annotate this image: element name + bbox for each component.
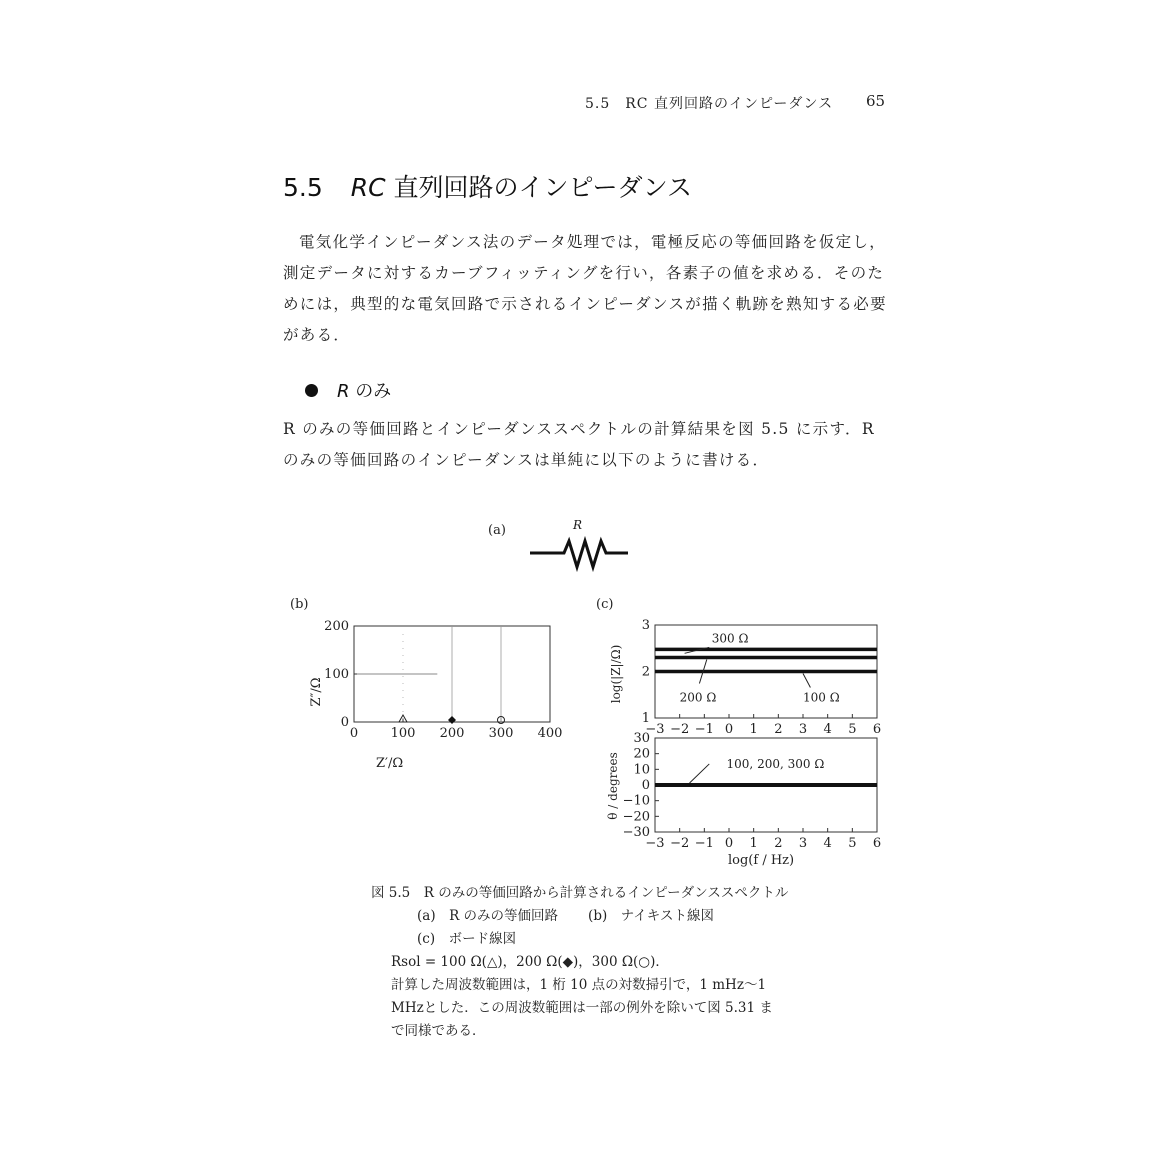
annotation-leader — [803, 674, 810, 688]
intro-line: 測定データに対するカーブフィッティングを行い，各素子の値を求める．そのた — [283, 264, 885, 282]
y-tick-label: 20 — [633, 746, 650, 762]
y-tick-label: 0 — [340, 715, 349, 730]
caption-note: MHzとした．この周波数範囲は一部の例外を除いて図 5.31 ま — [391, 1000, 773, 1016]
bullet-icon — [305, 384, 318, 397]
x-tick-label: 1 — [749, 722, 758, 737]
series-label: 300 Ω — [711, 631, 749, 646]
data-point-diamond — [448, 716, 456, 724]
running-head: 5.5 RC 直列回路のインピーダンス — [585, 96, 834, 112]
nyquist-chart — [300, 612, 580, 772]
section-title-text: 直列回路のインピーダンス — [385, 173, 693, 202]
x-tick-label: 3 — [798, 722, 808, 737]
caption-item-a: (a) R のみの等価回路 — [417, 908, 559, 924]
y-tick-label: −30 — [622, 825, 650, 840]
section-number: 5.5 — [283, 173, 323, 202]
caption-items-ab — [371, 905, 851, 928]
nyquist-xlabel: Z′/Ω — [376, 756, 404, 771]
y-tick-label: 30 — [633, 731, 650, 746]
intro-line: めには，典型的な電気回路で示されるインピーダンスが描く軌跡を熟知する必要 — [283, 295, 887, 313]
caption-note: Rsol = 100 Ω(△)，200 Ω(◆)，300 Ω(○)． — [391, 954, 669, 970]
x-tick-label: −3 — [645, 722, 665, 737]
sub-line: のみの等価回路のインピーダンスは単純に以下のように書ける． — [283, 451, 770, 469]
bode-phase-ylabel: θ / degrees — [606, 752, 620, 820]
x-tick-label: 300 — [488, 726, 514, 741]
series-label: 100 Ω — [803, 690, 840, 705]
subsection-title-italic: R — [337, 381, 350, 402]
intro-line: がある． — [283, 326, 351, 344]
section-title — [283, 168, 692, 204]
bode-mag-ylabel: log(|Z|/Ω) — [609, 644, 623, 704]
x-tick-label: 2 — [774, 836, 783, 851]
x-tick-label: 0 — [724, 722, 734, 737]
x-tick-label: −3 — [645, 836, 665, 851]
x-tick-label: −2 — [670, 836, 690, 851]
nyquist-ylabel: Z″/Ω — [309, 677, 324, 707]
x-tick-label: 5 — [848, 836, 857, 851]
x-tick-label: −1 — [694, 722, 714, 737]
y-tick-label: 3 — [641, 618, 650, 633]
y-tick-label: 10 — [633, 762, 650, 778]
x-tick-label: 1 — [749, 836, 758, 851]
caption-item-b: (b) ナイキスト線図 — [588, 908, 715, 924]
x-tick-label: 0 — [349, 726, 359, 741]
panel-a-label: (a) — [488, 523, 506, 538]
caption-item-c: (c) ボード線図 — [417, 931, 517, 947]
caption-note: 計算した周波数範囲は，1 桁 10 点の対数掃引で，1 mHz～1 — [391, 977, 767, 993]
x-tick-label: 0 — [724, 836, 734, 851]
intro-line: 電気化学インピーダンス法のデータ処理では，電極反応の等価回路を仮定し， — [299, 233, 887, 251]
y-tick-label: 200 — [324, 619, 349, 634]
x-tick-label: 5 — [848, 722, 857, 737]
x-tick-label: 100 — [390, 726, 416, 741]
x-tick-label: 6 — [872, 836, 882, 851]
sub-line: R のみの等価回路とインピーダンススペクトルの計算結果を図 5.5 に示す．R — [283, 420, 875, 438]
resistor-symbol — [528, 535, 630, 575]
y-tick-label: 0 — [641, 778, 650, 793]
intro-paragraph — [283, 227, 889, 351]
series-label: 200 Ω — [679, 690, 717, 705]
y-tick-label: 1 — [641, 711, 650, 726]
caption-title: 図 5.5 R のみの等価回路から計算されるインピーダンススペクトル — [371, 885, 789, 901]
bode-phase-xlabel: log(f / Hz) — [728, 853, 795, 868]
x-tick-label: −1 — [694, 836, 714, 851]
bode-phase-chart — [600, 728, 890, 870]
y-tick-label: −10 — [622, 793, 650, 809]
x-tick-label: 3 — [798, 836, 808, 851]
bode-magnitude-chart — [600, 612, 890, 742]
panel-b-label: (b) — [290, 597, 309, 612]
x-tick-label: 4 — [823, 722, 832, 737]
x-tick-label: 400 — [537, 726, 563, 741]
panel-c-label: (c) — [596, 597, 614, 612]
sub-paragraph — [283, 414, 889, 476]
subsection-title — [337, 377, 391, 403]
page-number: 65 — [866, 92, 886, 110]
section-title-italic: RC — [350, 173, 386, 202]
y-tick-label: 100 — [324, 667, 349, 682]
resistor-label: R — [573, 518, 583, 532]
y-tick-label: 2 — [641, 664, 650, 680]
series-label: 100, 200, 300 Ω — [726, 756, 825, 771]
y-tick-label: −20 — [622, 809, 650, 825]
x-tick-label: 6 — [872, 722, 882, 737]
x-tick-label: −2 — [670, 722, 690, 737]
annotation-leader — [690, 764, 710, 783]
subsection-title-text: のみ — [349, 381, 392, 402]
caption-note: で同様である． — [391, 1023, 486, 1039]
x-tick-label: 200 — [439, 726, 465, 741]
figure-caption — [371, 882, 851, 1043]
x-tick-label: 4 — [823, 836, 832, 851]
x-tick-label: 2 — [774, 722, 783, 737]
